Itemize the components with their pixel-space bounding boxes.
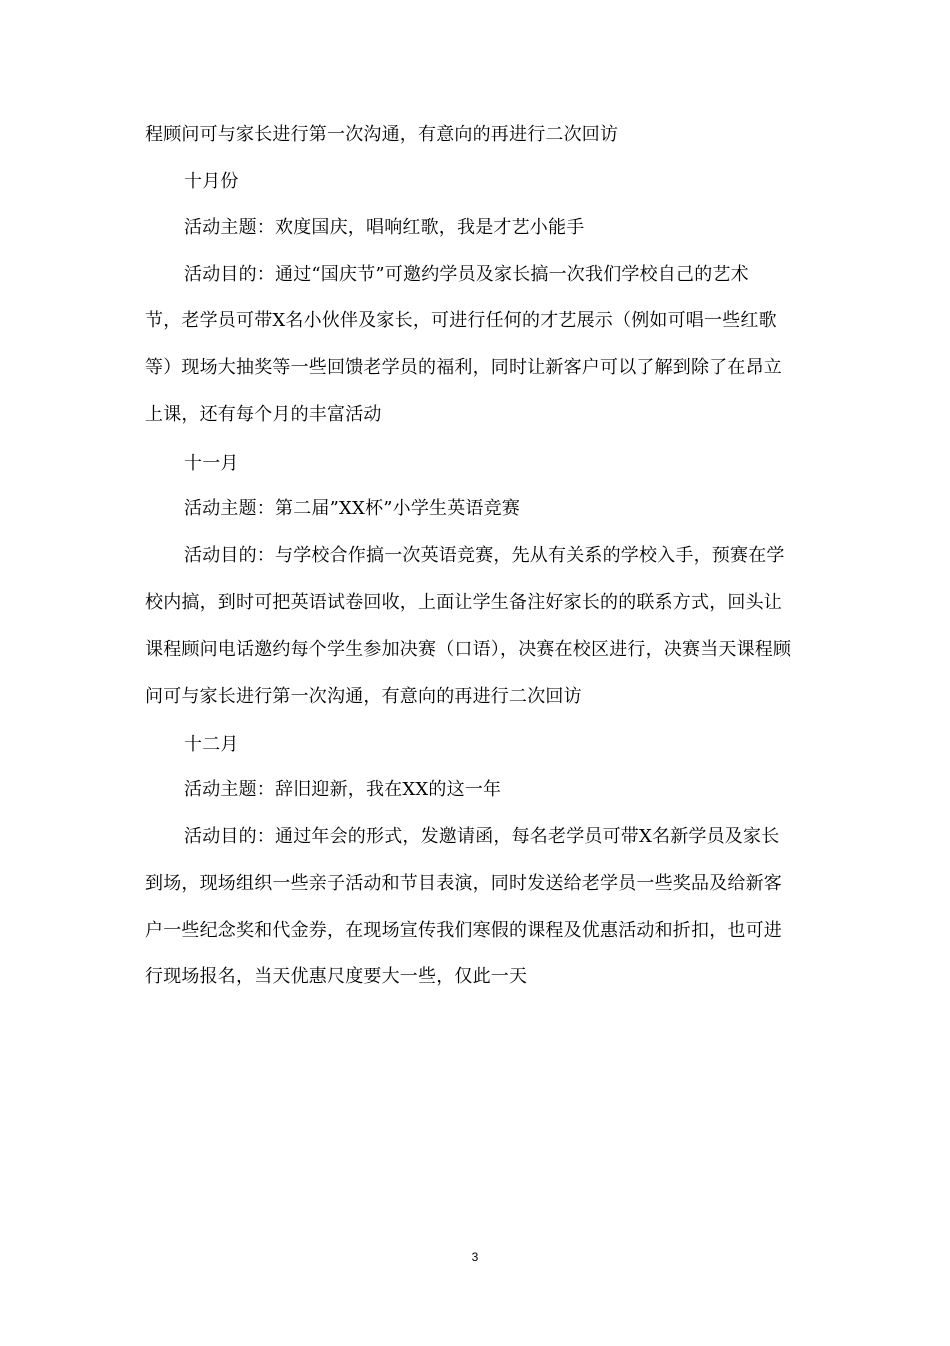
text-line: 活动目的：与学校合作搞一次英语竞赛，先从有关系的学校入手，预赛在学 (184, 545, 785, 566)
section-heading: 十二月 (184, 734, 239, 755)
section-heading: 十月份 (184, 171, 239, 192)
text-line: 课程顾问电话邀约每个学生参加决赛（口语），决赛在校区进行，决赛当天课程顾 (145, 639, 792, 660)
text-line: 行现场报名，当天优惠尺度要大一些，仅此一天 (145, 966, 528, 987)
text-line: 户一些纪念奖和代金券，在现场宣传我们寒假的课程及优惠活动和折扣，也可进 (145, 920, 782, 941)
text-line: 等）现场大抽奖等一些回馈老学员的福利，同时让新客户可以了解到除了在昂立 (145, 357, 782, 378)
page-number: 3 (471, 1250, 479, 1264)
text-line: 校内搞，到时可把英语试卷回收，上面让学生备注好家长的的联系方式，回头让 (145, 592, 782, 613)
text-line: 程顾问可与家长进行第一次沟通，有意向的再进行二次回访 (145, 124, 619, 145)
text-line: 活动主题：第二届”XX杯”小学生英语竞赛 (184, 498, 521, 519)
text-line: 活动主题：辞旧迎新，我在XX的这一年 (184, 779, 502, 800)
text-line: 活动主题：欢度国庆，唱响红歌，我是才艺小能手 (184, 217, 585, 238)
section-heading: 十一月 (184, 453, 239, 474)
text-line: 活动目的：通过“国庆节”可邀约学员及家长搞一次我们学校自己的艺术 (184, 264, 749, 285)
text-line: 上课，还有每个月的丰富活动 (145, 404, 382, 425)
text-line: 节，老学员可带X名小伙伴及家长，可进行任何的才艺展示（例如可唱一些红歌 (145, 310, 777, 331)
text-line: 问可与家长进行第一次沟通，有意向的再进行二次回访 (145, 686, 582, 707)
text-line: 到场，现场组织一些亲子活动和节目表演，同时发送给老学员一些奖品及给新客 (145, 873, 782, 894)
text-line: 活动目的：通过年会的形式，发邀请函，每名老学员可带X名新学员及家长 (184, 826, 780, 847)
